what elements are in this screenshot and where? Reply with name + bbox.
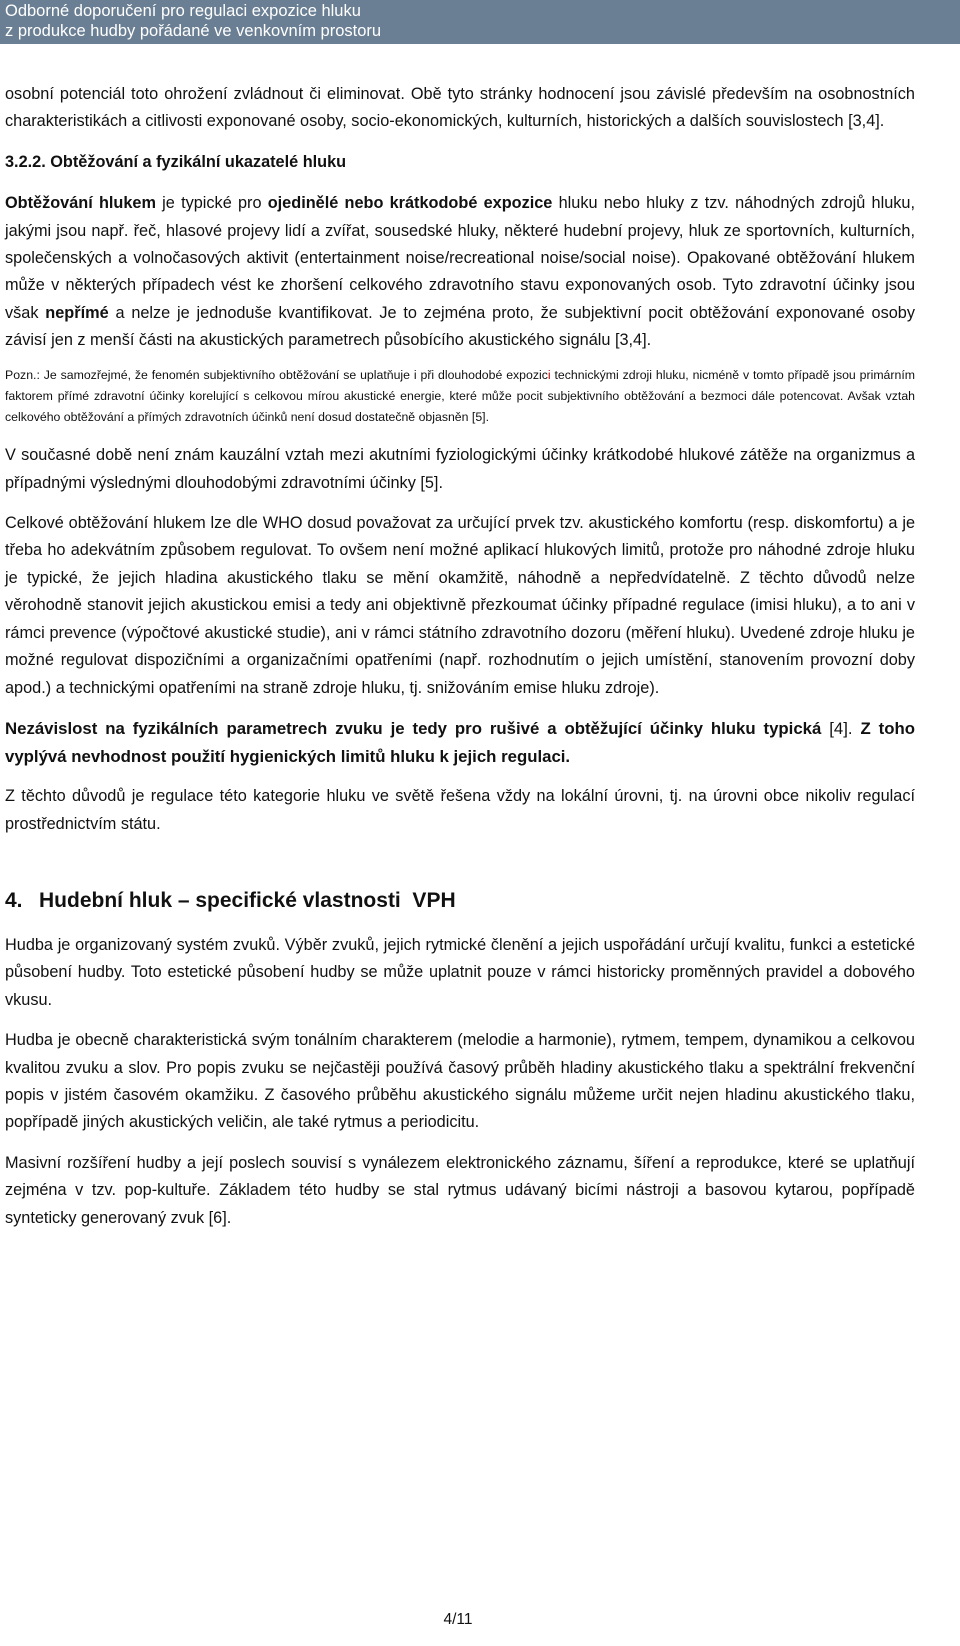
- note-paragraph: [5, 365, 915, 429]
- text-run: Pozn.: Je samozřejmé, že fenomén subjektivního obtěžování se uplatňuje i při dlouhodobé expozic: [5, 367, 548, 382]
- paragraph-local-regulation: Z těchto důvodů je regulace této kategorie hluku ve světě řešena vždy na lokální úrovni, tj. na úrovni obce nikoliv regulací prostřednictvím státu.: [5, 787, 915, 833]
- paragraph-independence: [5, 715, 915, 770]
- bold-phrase: nepřímé: [45, 303, 109, 322]
- paragraph-music-spread: Masivní rozšíření hudby a její poslech souvisí s vynálezem elektronického záznamu, šíření a reprodukce, které se uplatňují zejména v tzv. pop-kultuře. Základem této hudby se stal rytmus udávaný bicími nástroji a basovou kytarou, popřípadě synteticky generovaný zvuk [6].: [5, 1153, 915, 1227]
- text-run: technickými zdroji hluku, nicméně v tomto případě jsou primárním faktorem přímé zdravotní účinky korelující s celkovou mírou akustické energie, které může pocit subjektivního obtěžování a bezmoci dále potencovat. Avšak vztah celkového obtěžování a přímých zdravotních účinků není dosud dostatečně objasněn [5].: [5, 367, 915, 425]
- text-run: a nelze je jednoduše kvantifikovat. Je to zejména proto, že subjektivní pocit obtěžování exponované osoby závisí jen z menší části na akustických parametrech působícího akustického signálu [3,4].: [5, 303, 915, 350]
- text-run: hluku nebo hluky z tzv. náhodných zdrojů hluku, jakými jsou např. řeč, hlasové projevy lidí a zvířat, sousedské hluky, některé hudební projevy, hluk ze sportovních, kulturních, společenských a volnočasových aktivit (entertainment noise/recreational noise/social noise). Opakované obtěžování hlukem může v některých případech vést ke zhoršení celkového zdravotního stavu exponovaných osob. Tyto zdravotní účinky jsou však: [5, 194, 915, 322]
- page-header: [0, 0, 960, 44]
- chapter-heading-4: [5, 886, 915, 916]
- page-number: 4/11: [443, 1611, 473, 1628]
- text-run: je typické pro: [155, 194, 268, 213]
- paragraph-music-characteristics: Hudba je obecně charakteristická svým tonálním charakterem (melodie a harmonie), rytmem, tempem, dynamikou a celkovou kvalitou zvuku a slov. Pro popis zvuku se nejčastěji používá časový průběh hladiny akustického tlaku a spektrální frekvenční popis v jistém časovém okamžiku. Z časového průběhu akustického signálu můžeme určit nejen hladinu akustického tlaku, popřípadě jiných akustických veličin, ale také rytmus a periodicitu.: [5, 1031, 915, 1132]
- bold-phrase: Nezávislost na fyzikálních parametrech zvuku je tedy pro rušivé a obtěžující účinky hluku typická: [5, 718, 822, 738]
- section-heading-3-2-2: 3.2.2. Obtěžování a fyzikální ukazatelé hluku: [5, 152, 347, 171]
- text-run: [4].: [821, 718, 861, 738]
- paragraph-continuation: osobní potenciál toto ohrožení zvládnout či eliminovat. Obě tyto stránky hodnocení jsou závislé především na osobnostních charakteristikách a citlivosti exponované osoby, socio-ekonomických, kulturních, historických a dalších souvislostech [3,4].: [5, 85, 915, 131]
- header-title-line-2: z produkce hudby pořádané ve venkovním prostoru: [5, 22, 382, 40]
- bold-phrase: ojedinělé nebo krátkodobé expozice: [267, 194, 553, 213]
- header-title-line-1: Odborné doporučení pro regulaci expozice hluku: [5, 2, 361, 20]
- paragraph-annoyance: [5, 190, 915, 354]
- paragraph-who-comfort: Celkové obtěžování hlukem lze dle WHO dosud považovat za určující prvek tzv. akustického komfortu (resp. diskomfortu) a je třeba ho adekvátním způsobem regulovat. To ovšem není možné aplikací hlukových limitů, protože pro náhodné zdroje hluku je typické, že jejich hladina akustického tlaku se mění okamžitě, náhodně a nepředvídatelně. Z těchto důvodů nelze věrohodně stanovit jejich akustickou emisi a tedy ani objektivně přezkoumat účinky případné regulace (imisi hluku), a to ani v rámci prevence (výpočtové akustické studie), ani v rámci státního zdravotního dozoru (měření hluku). Uvedené zdroje hluku je možné regulovat dispozičními a organizačními opatřeními (např. rozhodnutím o jejich umístění, stanovením provozní doby apod.) a technickými opatřeními na straně zdroje hluku, tj. snižováním emise hluku zdroje).: [5, 514, 915, 697]
- paragraph-causal-relation: V současné době není znám kauzální vztah mezi akutními fyziologickými účinky krátkodobé hlukové zátěže na organizmus a případnými výslednými dlouhodobými zdravotními účinky [5].: [5, 446, 915, 492]
- bold-phrase: Z toho vyplývá nevhodnost použití hygienických limitů hluku k jejich regulaci.: [5, 718, 915, 766]
- red-letter: i: [547, 367, 551, 382]
- paragraph-music-definition: Hudba je organizovaný systém zvuků. Výběr zvuků, jejich rytmické členění a jejich uspořádání určují kvalitu, funkci a estetické působení hudby. Toto estetické působení hudby se může uplatnit pouze v rámci historicky proměnných pravidel a dobového vkusu.: [5, 935, 915, 1009]
- chapter-number: 4.: [5, 888, 23, 912]
- document-body: [5, 81, 915, 1245]
- chapter-title: Hudební hluk – specifické vlastnosti VPH: [39, 888, 456, 912]
- bold-phrase: Obtěžování hlukem: [5, 194, 156, 213]
